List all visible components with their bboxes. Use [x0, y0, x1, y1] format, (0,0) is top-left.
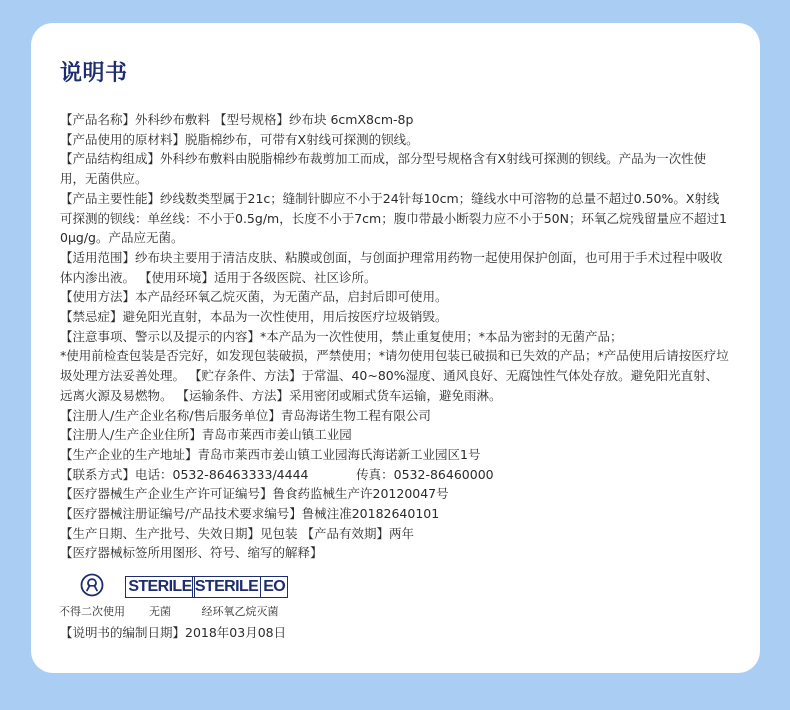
- contact-line: 【联系方式】电话：0532-86463333/4444 传真：0532-86460000: [60, 466, 494, 482]
- usage-line: 【使用方法】本产品经环氧乙烷灭菌，为无菌产品，启封后即可使用。: [60, 289, 448, 305]
- product-name-line: 【产品名称】外科纱布敷料 【型号规格】纱布块 6cmX8cm-8p: [60, 112, 414, 127]
- precautions-storage-line: *使用前检查包装是否完好，如发现包装破损，严禁使用；*请勿使用包装已破损和已失效的产品；*产品使用后请按医疗垃圾处理方法妥善处理。 【贮存条件、方法】于常温、40~80%湿度、通风良好、无腐蚀性气体处存放。避免阳光直射、远离火源及易燃物。 【运输条件、方法】采用密闭或厢式货车运输，避免雨淋。: [60, 348, 729, 403]
- sterile-eo-mark-right: EO: [260, 577, 287, 597]
- no-reuse-caption: 不得二次使用: [59, 605, 125, 619]
- dates-line: 【生产日期、生产批号、失效日期】见包装 【产品有效期】两年: [60, 525, 414, 541]
- symbol-no-reuse: [52, 575, 132, 619]
- do-not-reuse-icon: [80, 573, 104, 601]
- registrant-address-line: 【注册人/生产企业住所】青岛市莱西市姜山镇工业园: [60, 427, 352, 443]
- production-address-line: 【生产企业的生产地址】青岛市莱西市姜山镇工业园海氏海诺新工业园区1号: [60, 446, 481, 462]
- compilation-date-line: 【说明书的编制日期】2018年03月08日: [60, 625, 287, 641]
- symbol-legend: [60, 575, 730, 619]
- performance-line: 【产品主要性能】纱线数类型属于21c；缝制针脚应不小于24针每10cm；缝线水中可溶物的总量不超过0.50%。X射线可探测的钡线：单丝线：不小于0.5g/m，长度不小于7cm；腹巾带最小断裂力应不小于50N；环氧乙烷残留量应不超过10μg/g。产品应无菌。: [60, 190, 727, 246]
- scope-line: 【适用范围】纱布块主要用于清洁皮肤、粘膜或创面，与创面护理常用药物一起使用保护创面，也可用于手术过程中吸收体内渗出液。 【使用环境】适用于各级医院、社区诊所。: [60, 249, 723, 285]
- sterile-eo-mark: [192, 576, 288, 598]
- symbol-sterile: [130, 575, 190, 619]
- symbol-sterile-eo: [190, 575, 290, 619]
- registrant-line: 【注册人/生产企业名称/售后服务单位】青岛海诺生物工程有限公司: [60, 407, 431, 423]
- precautions-line: 【注意事项、警示以及提示的内容】*本产品为一次性使用，禁止重复使用；*本品为密封的无菌产品；: [60, 328, 623, 344]
- instruction-body: [60, 110, 730, 563]
- production-license-line: 【医疗器械生产企业生产许可证编号】鲁食药监械生产许20120047号: [60, 486, 449, 502]
- sterile-caption: 无菌: [149, 605, 171, 619]
- registration-number-line: 【医疗器械注册证编号/产品技术要求编号】鲁械注准20182640101: [60, 506, 440, 522]
- sterile-eo-mark-left: STERILE: [194, 578, 259, 596]
- instruction-card: [31, 23, 760, 673]
- raw-material-line: 【产品使用的原材料】脱脂棉纱布，可带有X射线可探测的钡线。: [60, 131, 419, 147]
- structure-line: 【产品结构组成】外科纱布敷料由脱脂棉纱布裁剪加工而成，部分型号规格含有X射线可探测的钡线。产品为一次性使用，无菌供应。: [60, 151, 707, 187]
- page-title: 说明书: [60, 61, 128, 86]
- sterile-eo-caption: 经环氧乙烷灭菌: [201, 605, 279, 619]
- contraindication-line: 【禁忌症】避免阳光直射，本品为一次性使用，用后按医疗垃圾销毁。: [60, 309, 448, 325]
- sterile-mark: STERILE: [125, 576, 194, 598]
- symbols-explanation-line: 【医疗器械标签所用图形、符号、缩写的解释】: [60, 545, 323, 561]
